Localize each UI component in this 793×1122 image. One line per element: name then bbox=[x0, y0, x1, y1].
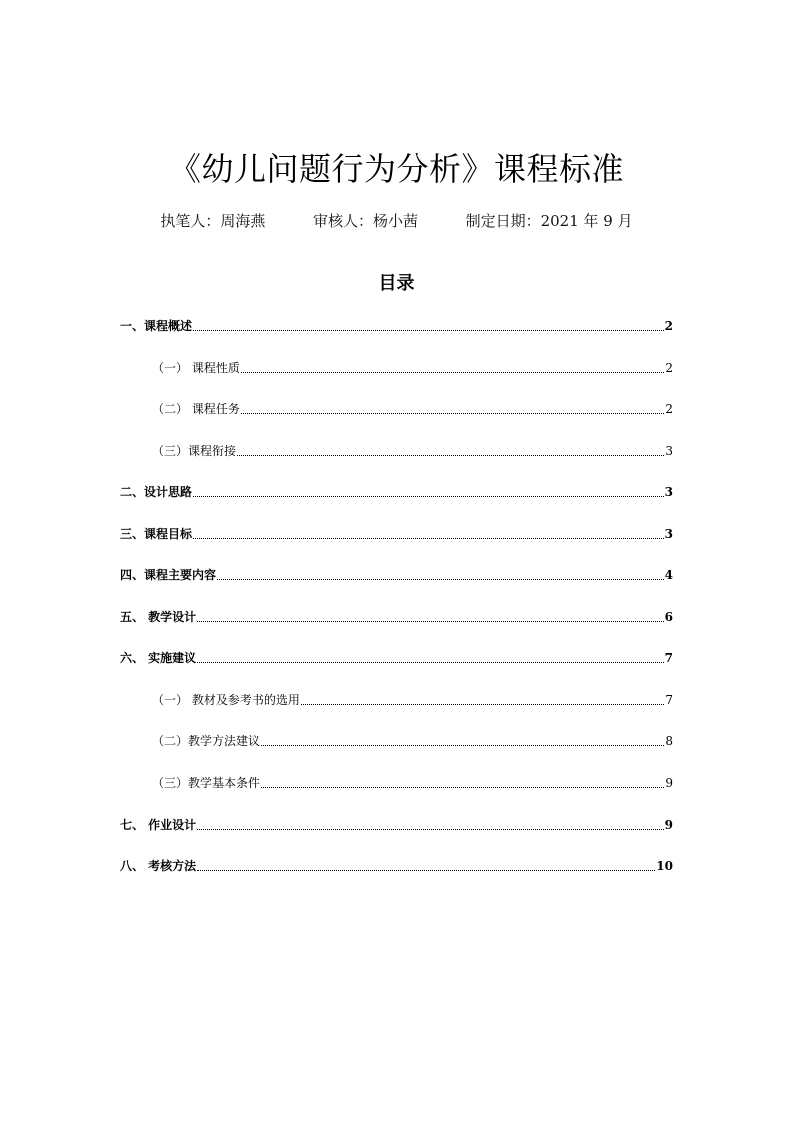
toc-dot-leader bbox=[197, 662, 663, 663]
toc-entry[interactable] bbox=[120, 316, 673, 336]
date-text: 制定日期：2021 年 9 月 bbox=[465, 212, 633, 230]
toc-entry-label: 三、课程目标 bbox=[120, 527, 193, 541]
toc-dot-leader bbox=[301, 704, 665, 705]
toc-dot-leader bbox=[197, 621, 663, 622]
toc-dot-leader bbox=[237, 455, 664, 456]
toc-entry-label: 五、 教学设计 bbox=[120, 610, 197, 624]
toc-dot-leader bbox=[241, 413, 665, 414]
toc-entry[interactable] bbox=[152, 773, 673, 793]
toc-entry-page: 9 bbox=[664, 818, 673, 832]
toc-entry[interactable] bbox=[120, 482, 673, 502]
toc-entry[interactable] bbox=[120, 524, 673, 544]
toc-entry-label: （二）教学方法建议 bbox=[152, 734, 261, 748]
toc-dot-leader bbox=[197, 870, 655, 871]
toc-entry-page: 3 bbox=[664, 527, 673, 541]
toc-entry-page: 9 bbox=[665, 776, 673, 790]
toc-entry-label: 七、 作业设计 bbox=[120, 818, 197, 832]
document-title: 《幼儿问题行为分析》课程标准 bbox=[168, 150, 624, 188]
toc-entry[interactable] bbox=[120, 565, 673, 585]
toc-entry[interactable] bbox=[120, 856, 673, 876]
toc-dot-leader bbox=[261, 787, 664, 788]
toc-entry-page: 8 bbox=[665, 734, 673, 748]
toc-entry-label: 六、 实施建议 bbox=[120, 651, 197, 665]
reviewer-text: 审核人：杨小茜 bbox=[312, 212, 418, 230]
toc-entry-page: 2 bbox=[665, 402, 673, 416]
author-text: 执笔人：周海燕 bbox=[160, 212, 266, 230]
toc-entry-label: （三）课程衔接 bbox=[152, 444, 237, 458]
toc-entry-label: （一） 课程性质 bbox=[152, 361, 240, 375]
toc-entry[interactable] bbox=[152, 731, 673, 751]
toc-entry-label: （一） 教材及参考书的选用 bbox=[152, 693, 300, 707]
toc-entry-page: 7 bbox=[664, 651, 673, 665]
toc-dot-leader bbox=[193, 538, 664, 539]
toc-entry-label: 一、课程概述 bbox=[120, 319, 193, 333]
toc-entry[interactable] bbox=[120, 648, 673, 668]
toc-entry-page: 10 bbox=[656, 859, 673, 873]
toc-entry[interactable] bbox=[152, 399, 673, 419]
toc-dot-leader bbox=[217, 579, 664, 580]
toc-dot-leader bbox=[241, 372, 665, 373]
toc-entry[interactable] bbox=[152, 690, 673, 710]
toc-entry-label: 八、 考核方法 bbox=[120, 859, 197, 873]
toc-entry[interactable] bbox=[120, 815, 673, 835]
toc-entry-page: 4 bbox=[664, 568, 673, 582]
toc-entry-page: 2 bbox=[664, 319, 673, 333]
toc-dot-leader bbox=[197, 829, 663, 830]
toc-entry-page: 3 bbox=[665, 444, 673, 458]
toc-dot-leader bbox=[193, 496, 664, 497]
toc-heading: 目录 bbox=[378, 273, 415, 294]
toc-entry-label: 二、设计思路 bbox=[120, 485, 193, 499]
toc-entry-page: 6 bbox=[664, 610, 673, 624]
toc-dot-leader bbox=[261, 745, 664, 746]
toc-entry[interactable] bbox=[152, 441, 673, 461]
toc-entry-page: 3 bbox=[664, 485, 673, 499]
toc-entry[interactable] bbox=[120, 607, 673, 627]
toc-entry-page: 7 bbox=[665, 693, 673, 707]
toc-entry-label: （二） 课程任务 bbox=[152, 402, 240, 416]
toc-dot-leader bbox=[193, 330, 664, 331]
toc-entry-label: （三）教学基本条件 bbox=[152, 776, 261, 790]
toc-entry[interactable] bbox=[152, 358, 673, 378]
toc-entry-label: 四、课程主要内容 bbox=[120, 568, 217, 582]
toc-entry-page: 2 bbox=[665, 361, 673, 375]
